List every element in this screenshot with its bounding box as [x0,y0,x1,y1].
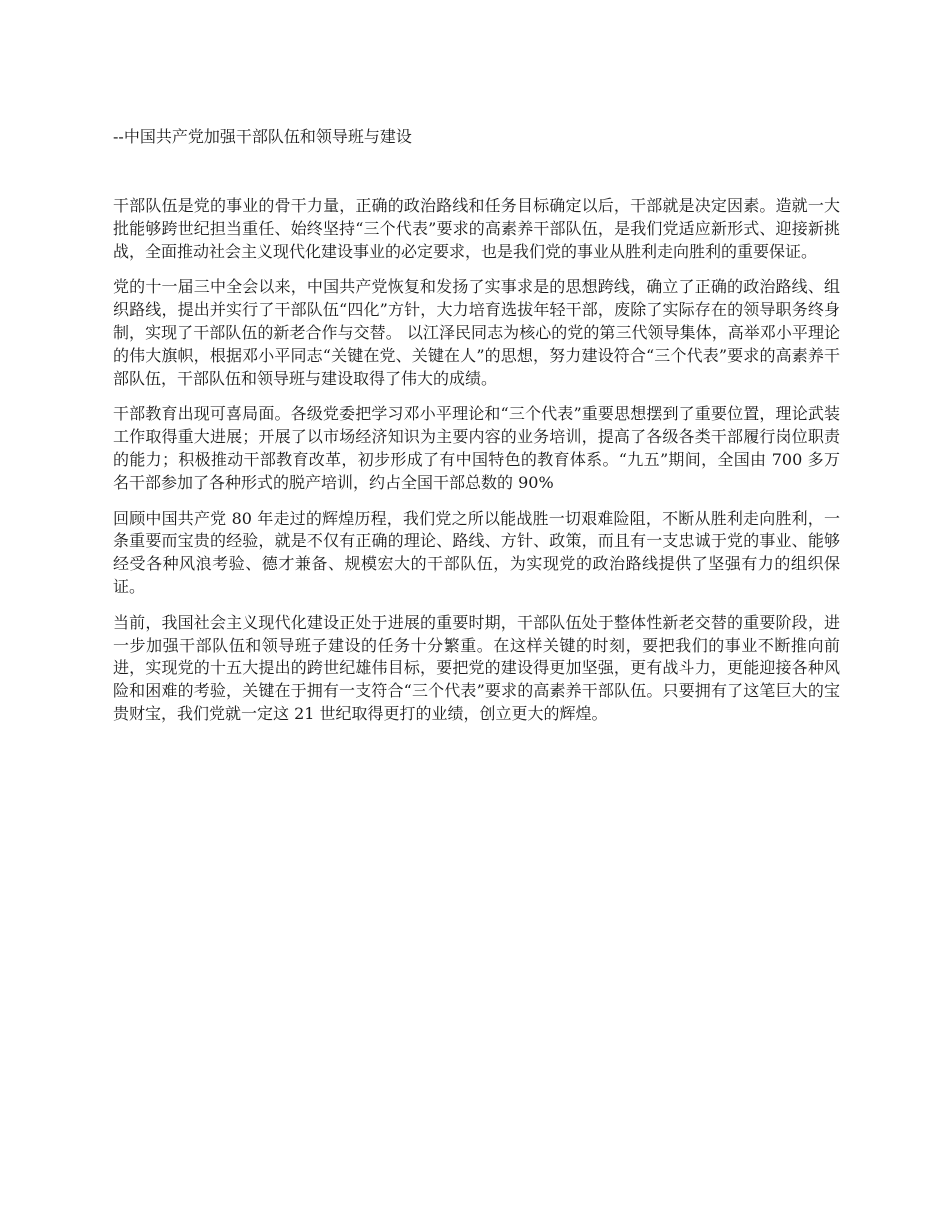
paragraph-1: 干部队伍是党的事业的骨干力量，正确的政治路线和任务目标确定以后，干部就是决定因素。造就一大批能够跨世纪担当重任、始终坚持“三个代表”要求的高素养干部队伍，是我们党适应新形式、迎接新挑战，全面推动社会主义现代化建设事业的必定要求，也是我们党的事业从胜利走向胜利的重要保证。 [113,196,840,261]
paragraph-3: 干部教育出现可喜局面。各级党委把学习邓小平理论和“三个代表”重要思想摆到了重要位置，理论武装工作取得重大进展；开展了以市场经济知识为主要内容的业务培训，提高了各级各类干部履行岗位职责的能力；积极推动干部教育改革，初步形成了有中国特色的教育体系。“九五”期间，全国由 700 多万名干部参加了各种形式的脱产培训，约占全国干部总数的 90% [113,404,840,492]
paragraph-2: 党的十一届三中全会以来，中国共产党恢复和发扬了实事求是的思想跨线，确立了正确的政治路线、组织路线，提出并实行了干部队伍“四化”方针，大力培育选拔年轻干部，废除了实际存在的领导职务终身制，实现了干部队伍的新老合作与交替。 以江泽民同志为核心的党的第三代领导集体，高举邓小平理论的伟大旗帜，根据邓小平同志“关键在党、关键在人”的思想，努力建设符合“三个代表”要求的高素养干部队伍，干部队伍和领导班与建设取得了伟大的成绩。 [113,277,840,388]
paragraph-4: 回顾中国共产党 80 年走过的辉煌历程，我们党之所以能战胜一切艰难险阻，不断从胜利走向胜利，一条重要而宝贵的经验，就是不仅有正确的理论、路线、方针、政策，而且有一支忠诚于党的事业、能够经受各种风浪考验、德才兼备、规模宏大的干部队伍，为实现党的政治路线提供了坚强有力的组织保证。 [113,508,840,596]
document-title: --中国共产党加强干部队伍和领导班与建设 [113,127,412,146]
paragraph-5: 当前，我国社会主义现代化建设正处于进展的重要时期，干部队伍处于整体性新老交替的重要阶段，进一步加强干部队伍和领导班子建设的任务十分繁重。在这样关键的时刻，要把我们的事业不断推向前进，实现党的十五大提出的跨世纪雄伟目标，要把党的建设得更加坚强，更有战斗力，更能迎接各种风险和困难的考验，关键在于拥有一支符合“三个代表”要求的高素养干部队伍。只要拥有了这笔巨大的宝贵财宝，我们党就一定这 21 世纪取得更打的业绩，创立更大的辉煌。 [113,612,840,723]
document-body [113,195,840,739]
